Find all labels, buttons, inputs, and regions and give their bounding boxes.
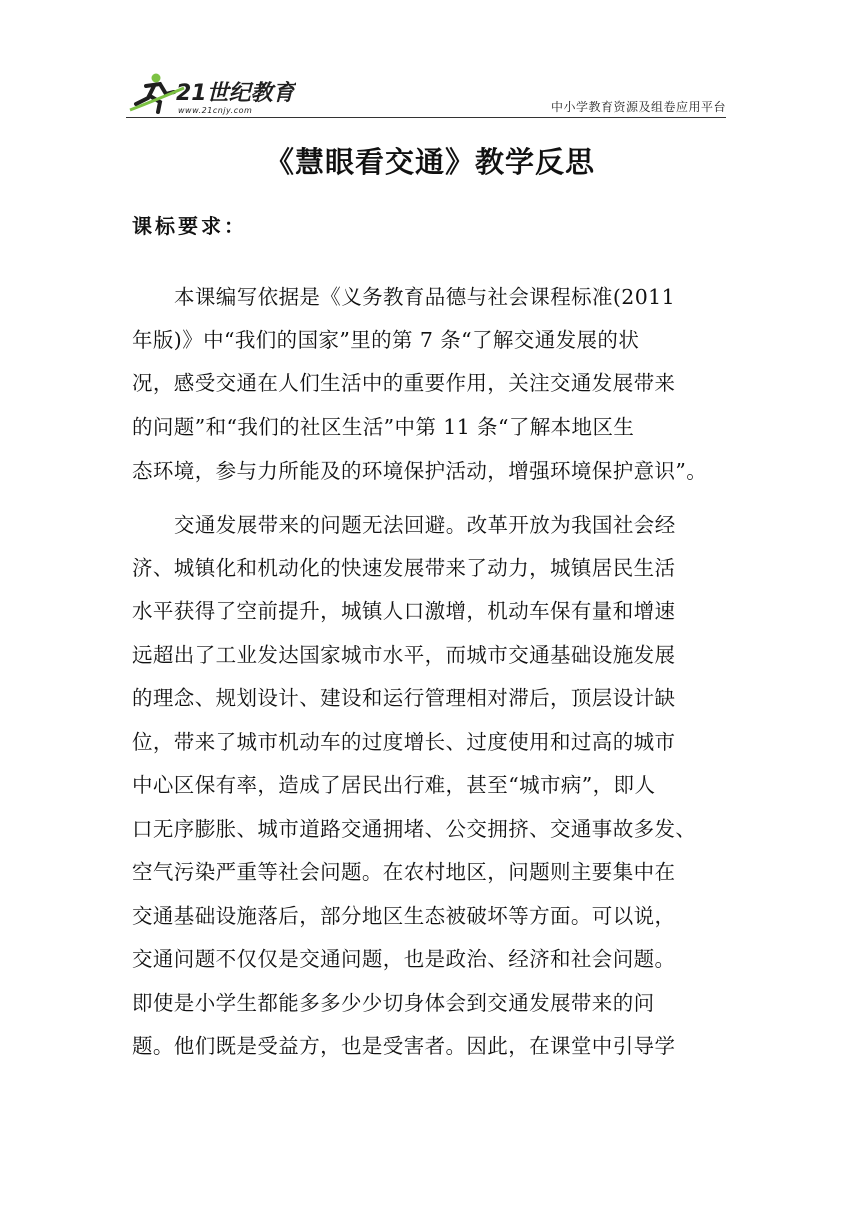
paragraph-line: 本课编写依据是《义务教育品德与社会课程标准(2011 — [174, 285, 676, 309]
paragraph-line: 交通问题不仅仅是交通问题，也是政治、经济和社会问题。 — [132, 947, 676, 971]
paragraph-line: 年版)》中“我们的国家”里的第 7 条“了解交通发展的状 — [132, 328, 640, 352]
svg-text:21世纪教育: 21世纪教育 — [176, 81, 295, 106]
paragraph-line: 况，感受交通在人们生活中的重要作用，关注交通发展带来 — [132, 371, 676, 395]
paragraph-line: 交通基础设施落后，部分地区生态被破坏等方面。可以说， — [132, 904, 676, 928]
paragraph-line: 的理念、规划设计、建设和运行管理相对滞后，顶层设计缺 — [132, 686, 676, 710]
header-tagline: 中小学教育资源及组卷应用平台 — [550, 100, 726, 114]
paragraph-line: 的问题”和“我们的社区生活”中第 11 条“了解本地区生 — [132, 415, 635, 439]
paragraph-line: 中心区保有率，造成了居民出行难，甚至“城市病”，即人 — [132, 773, 656, 797]
paragraph-line: 题。他们既是受益方，也是受害者。因此，在课堂中引导学 — [132, 1034, 676, 1058]
page-header — [126, 70, 726, 118]
paragraph-line: 水平获得了空前提升，城镇人口激增，机动车保有量和增速 — [132, 599, 676, 623]
svg-text:www.21cnjy.com: www.21cnjy.com — [178, 106, 253, 115]
section-heading: 课标要求： — [132, 214, 247, 238]
paragraph-line: 济、城镇化和机动化的快速发展带来了动力，城镇居民生活 — [132, 556, 676, 580]
paragraph-line: 口无序膨胀、城市道路交通拥堵、公交拥挤、交通事故多发、 — [132, 817, 697, 841]
logo-21cnjy — [126, 70, 296, 116]
paragraph-line: 交通发展带来的问题无法回避。改革开放为我国社会经 — [174, 513, 676, 537]
paragraph-line: 远超出了工业发达国家城市水平，而城市交通基础设施发展 — [132, 643, 676, 667]
paragraph-line: 态环境，参与力所能及的环境保护活动，增强环境保护意识”。 — [132, 459, 708, 483]
document-title: 《慧眼看交通》教学反思 — [264, 145, 595, 179]
paragraph-line: 位，带来了城市机动车的过度增长、过度使用和过高的城市 — [132, 730, 676, 754]
paragraph-line: 空气污染严重等社会问题。在农村地区，问题则主要集中在 — [132, 860, 676, 884]
header-divider — [126, 117, 726, 118]
paragraph-line: 即使是小学生都能多多少少切身体会到交通发展带来的问 — [132, 991, 655, 1015]
